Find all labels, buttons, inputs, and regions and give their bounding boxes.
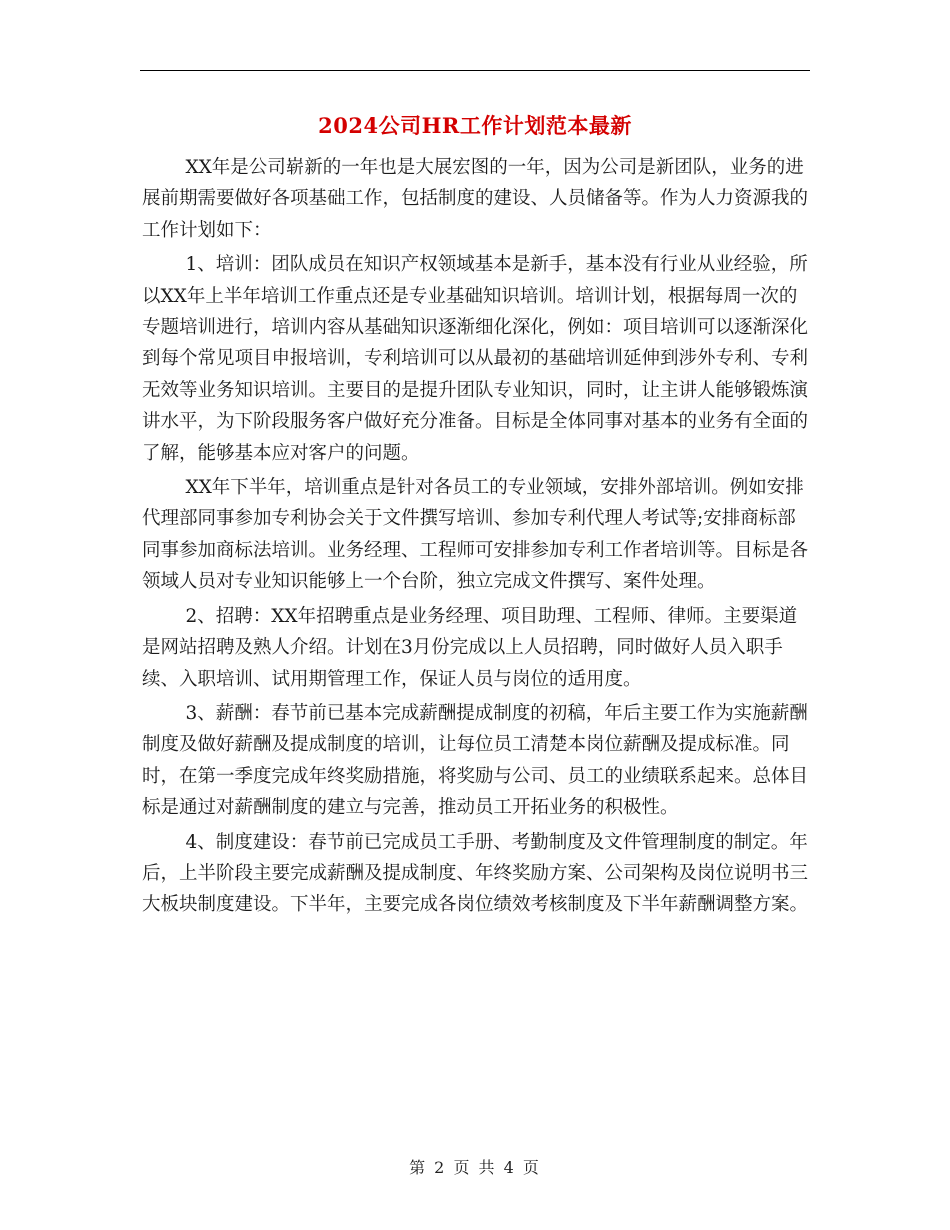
paragraph-intro: XX年是公司崭新的一年也是大展宏图的一年，因为公司是新团队，业务的进展前期需要做好各项基础工作，包括制度的建设、人员储备等。作为人力资源我的工作计划如下： bbox=[142, 157, 809, 241]
document-body bbox=[142, 152, 810, 924]
page-number-footer: 第 2 页 共 4 页 bbox=[409, 1158, 541, 1177]
paragraph-recruitment: 2、招聘：XX年招聘重点是业务经理、项目助理、工程师、律师。主要渠道是网站招聘及熟人介绍。计划在3月份完成以上人员招聘，同时做好人员入职手续、入职培训、试用期管理工作，保证人员与岗位的适用度。 bbox=[142, 605, 798, 690]
paragraph-policy-building: 4、制度建设：春节前已完成员工手册、考勤制度及文件管理制度的制定。年后，上半阶段主要完成薪酬及提成制度、年终奖励方案、公司架构及岗位说明书三大板块制度建设。下半年，主要完成各岗位绩效考核制度及下半年薪酬调整方案。 bbox=[142, 831, 809, 916]
paragraph-compensation: 3、薪酬：春节前已基本完成薪酬提成制度的初稿，年后主要工作为实施薪酬制度及做好薪酬及提成制度的培训，让每位员工清楚本岗位薪酬及提成标准。同时，在第一季度完成年终奖励措施，将奖励与公司、员工的业绩联系起来。总体目标是通过对薪酬制度的建立与完善，推动员工开拓业务的积极性。 bbox=[142, 702, 809, 819]
paragraph-training-second-half: XX年下半年，培训重点是针对各员工的专业领域，安排外部培训。例如安排代理部同事参加专利协会关于文件撰写培训、参加专利代理人考试等;安排商标部同事参加商标法培训。业务经理、工程师可安排参加专利工作者培训等。目标是各领域人员对专业知识能够上一个台阶，独立完成文件撰写、案件处理。 bbox=[142, 477, 809, 593]
paragraph-training: 1、培训：团队成员在知识产权领域基本是新手，基本没有行业从业经验，所以XX年上半年培训工作重点还是专业基础知识培训。培训计划，根据每周一次的专题培训进行，培训内容从基础知识逐渐细化深化，例如：项目培训可以逐渐深化到每个常见项目申报培训，专利培训可以从最初的基础培训延伸到涉外专利、专利无效等业务知识培训。主要目的是提升团队专业知识，同时，让主讲人能够锻炼演讲水平，为下阶段服务客户做好充分准备。目标是全体同事对基本的业务有全面的了解，能够基本应对客户的问题。 bbox=[142, 254, 809, 464]
document-title: 2024公司HR工作计划范本最新 bbox=[318, 113, 632, 138]
header-rule bbox=[140, 70, 810, 71]
